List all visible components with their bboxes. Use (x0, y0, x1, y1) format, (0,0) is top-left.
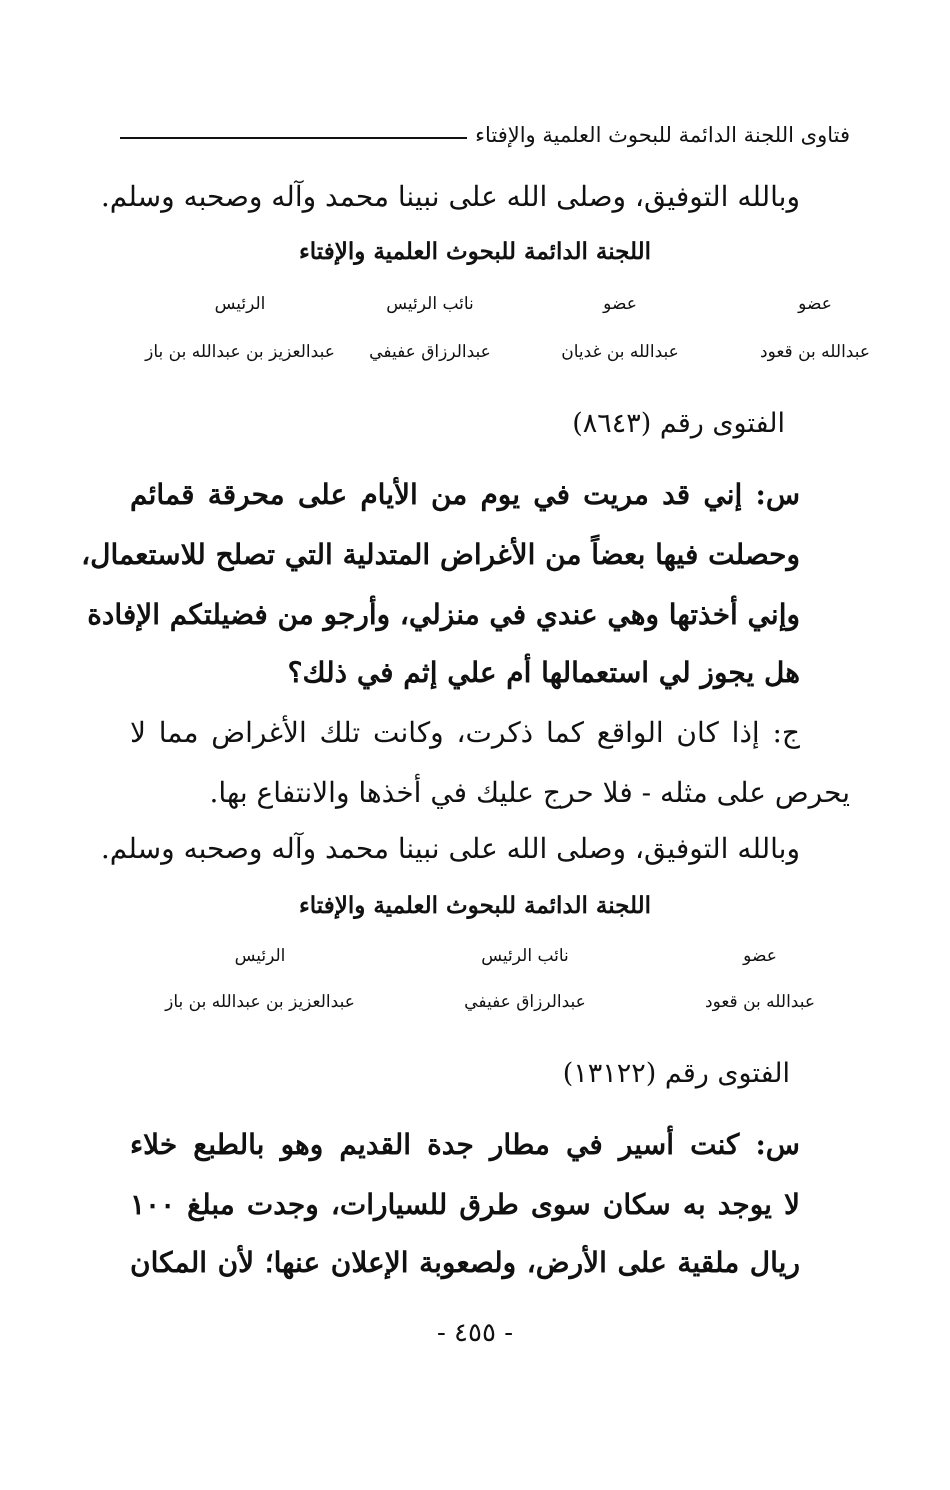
answer-line: يحرص على مثله - فلا حرج عليك في أخذها والانتفاع بها. (209, 776, 850, 809)
signature-role: نائب الرئيس (481, 946, 569, 966)
committee-title-2: اللجنة الدائمة للبحوث العلمية والإفتاء (298, 892, 652, 919)
question-line: لا يوجد به سكان سوى طرق للسيارات، وجدت مبلغ ١٠٠ (130, 1188, 800, 1221)
answer-line: ج: إذا كان الواقع كما ذكرت، وكانت تلك الأغراض مما لا (130, 716, 800, 749)
signature-name: عبدالعزيز بن عبدالله بن باز (165, 992, 355, 1012)
question-line: وحصلت فيها بعضاً من الأغراض المتدلية التي تصلح للاستعمال، (81, 538, 800, 571)
signature-role: نائب الرئيس (386, 294, 474, 314)
signature-name: عبدالله بن غديان (561, 342, 679, 362)
question-line: وإني أخذتها وهي عندي في منزلي، وأرجو من فضيلتكم الإفادة (87, 598, 800, 631)
running-header-title: فتاوى اللجنة الدائمة للبحوث العلمية والإفتاء (475, 123, 850, 147)
signature-name: عبدالله بن قعود (759, 342, 871, 362)
fatwa-number: الفتوى رقم (١٣١٢٢) (562, 1058, 790, 1089)
signature-name: عبدالرزاق عفيفي (369, 342, 491, 362)
question-line: هل يجوز لي استعمالها أم علي إثم في ذلك؟ (287, 656, 800, 689)
question-line: س: إني قد مريت في يوم من الأيام على محرقة قمائم (130, 478, 800, 511)
running-header (120, 118, 850, 152)
header-rule (120, 137, 467, 139)
page-number: - ٤٥٥ - (436, 1318, 514, 1348)
signature-role: عضو (798, 294, 832, 314)
closing-line-top: وبالله التوفيق، وصلى الله على نبينا محمد وآله وصحبه وسلم. (100, 180, 800, 213)
signature-role: عضو (743, 946, 777, 966)
question-line: ريال ملقية على الأرض، ولصعوبة الإعلان عنها؛ لأن المكان (130, 1246, 800, 1279)
closing-line: وبالله التوفيق، وصلى الله على نبينا محمد وآله وصحبه وسلم. (100, 832, 800, 865)
signature-role: الرئيس (234, 946, 286, 966)
question-line: س: كنت أسير في مطار جدة القديم وهو بالطبع خلاء (130, 1128, 800, 1161)
committee-title-1: اللجنة الدائمة للبحوث العلمية والإفتاء (298, 238, 652, 265)
signature-role: عضو (603, 294, 637, 314)
fatwa-number: الفتوى رقم (٨٦٤٣) (572, 408, 785, 439)
signature-role: الرئيس (214, 294, 266, 314)
signature-name: عبدالرزاق عفيفي (464, 992, 586, 1012)
signature-name: عبدالله بن قعود (704, 992, 816, 1012)
signature-name: عبدالعزيز بن عبدالله بن باز (145, 342, 335, 362)
